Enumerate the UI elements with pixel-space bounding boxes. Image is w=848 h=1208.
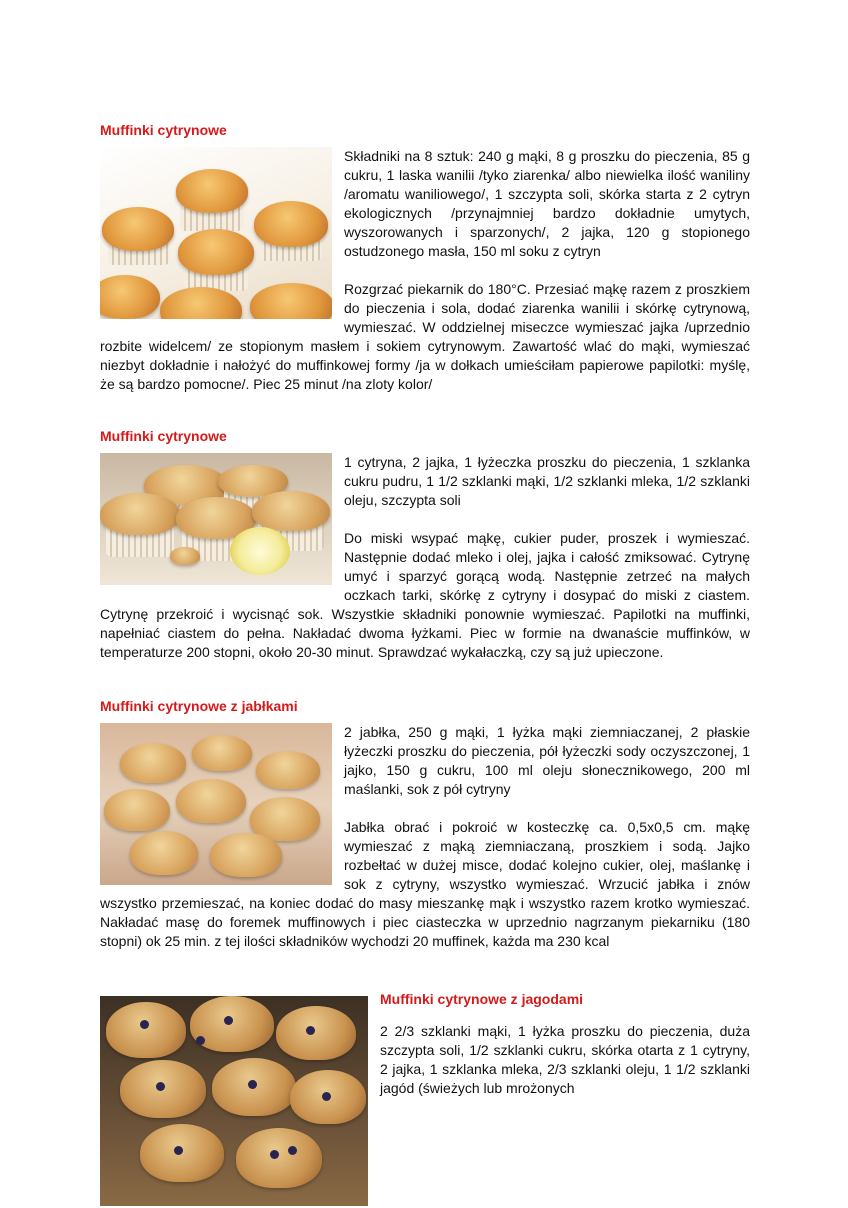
recipe-3 (100, 697, 750, 951)
ingredients-text: 2 2/3 szklanki mąki, 1 łyżka proszku do pieczenia, duża szczypta soli, 1/2 szklanki cukru, skórka otarta z 1 cytryny, 2 jajka, 1 szklanka mleka, 2/3 szklanki oleju, 1 1/2 szklanki jagód (świeżych lub mrożonych (380, 1023, 750, 1096)
ingredients-text: 1 cytryna, 2 jajka, 1 łyżeczka proszku do pieczenia, 1 szklanka cukru pudru, 1 1/2 szklanki mąki, 1/2 szklanki mleka, 1/2 szklanki oleju, szczypta soli (344, 454, 750, 508)
ingredients-text: 2 jabłka, 250 g mąki, 1 łyżka mąki ziemniaczanej, 2 płaskie łyżeczki proszku do pieczenia, pół łyżeczki sody oczyszczonej, 1 jajko, 150 g cukru, 100 ml oleju słonecznikowego, 200 ml maślanki, sok z pół cytryny (344, 724, 750, 797)
ingredients-text: Składniki na 8 sztuk: 240 g mąki, 8 g proszku do pieczenia, 85 g cukru, 1 laska wanilii /tyko ziarenka/ albo niewielka ilość waniliny /aromatu waniliowego/, 1 szczypta soli, skórka starta z 2 cytryn ekologicznych /przynajmniej bardzo dokładnie umytych, wyszorowanych i sparzonych/, 2 jajka, 120 g stopionego ostudzonego masła, 150 ml soku z cytryn (344, 148, 750, 259)
recipe-1 (100, 121, 750, 394)
instructions-text: Rozgrzać piekarnik do 180°C. Przesiać mąkę razem z proszkiem do pieczenia i sola, dodać ziarenka wanilii i skórkę cytrynową, wymieszać. W oddzielnej miseczce wymieszać jajka /uprzednio rozbite widelcem/ ze stopionym masłem i sokiem cytrynowym. Zawartość wlać do mąki, wymieszać niezbyt dokładnie i nałożyć do muffinkowej formy /ja w dołkach umieściłam papierowe papilotki: myślę, że są bardzo pomocne/. Piec 25 minut /na zloty kolor/ (100, 281, 750, 392)
recipe-title: Muffinki cytrynowe z jabłkami (100, 698, 298, 714)
recipe-title: Muffinki cytrynowe (100, 428, 227, 444)
recipe-4 (100, 990, 750, 1208)
instructions-text: Do miski wsypać mąkę, cukier puder, proszek i wymieszać. Następnie dodać mleko i olej, jajka i całość zmiksować. Cytrynę umyć i sparzyć gorącą wodą. Następnie zetrzeć na małych oczkach tarki, skórkę z cytryny i dosypać do miski z ciastem. Cytrynę przekroić i wycisnąć sok. Wszystkie składniki ponownie wymieszać. Papilotki na muffinki, napełniać ciastem do pełna. Nakładać dwoma łyżkami. Piec w formie na dwanaście muffinków, w temperaturze 200 stopni, około 20-30 minut. Sprawdzać wykałaczką, czy są już upieczone. (100, 530, 750, 660)
muffin-photo (100, 147, 332, 319)
muffin-photo (100, 453, 332, 585)
recipe-2 (100, 427, 750, 662)
recipe-title: Muffinki cytrynowe z jagodami (380, 991, 584, 1007)
muffin-photo (100, 996, 368, 1206)
instructions-text: Jabłka obrać i pokroić w kosteczkę ca. 0,5x0,5 cm. mąkę wymieszać z mąką ziemniaczaną, proszkiem i sodą. Jajko rozbełtać w dużej misce, dodać kolejno cukier, olej, maślankę i sok z cytryny, wszystko wymieszać. Wrzucić jabłka i znów wszystko przemieszać, na koniec dodać do masy mieszankę mąk i wszystko razem krotko wymieszać. Nakładać masę do foremek muffinowych i piec ciasteczka w uprzednio nagrzanym piekarniku (180 stopni) ok 25 min. z tej ilości składników wychodzi 20 muffinek, każda ma 230 kcal (100, 819, 750, 949)
recipe-title: Muffinki cytrynowe (100, 122, 227, 138)
muffin-photo (100, 723, 332, 885)
